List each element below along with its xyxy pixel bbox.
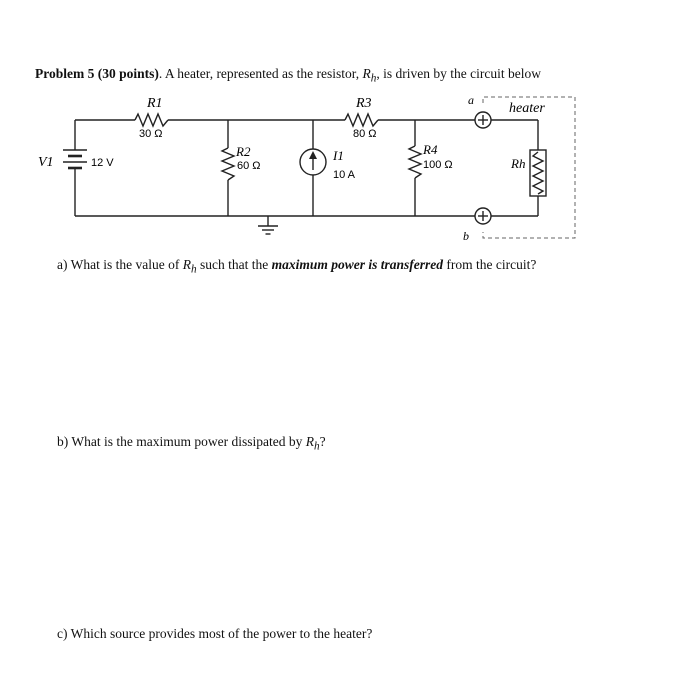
i1-name: I1 <box>333 148 344 163</box>
question-a-rh-sub: h <box>190 263 197 276</box>
heater-label: heater <box>509 101 545 116</box>
r3-value: 80 Ω <box>353 128 377 140</box>
r1-name: R1 <box>147 96 163 111</box>
question-a-rh-symbol: R <box>182 257 191 272</box>
r2-value: 60 Ω <box>237 160 261 172</box>
heater-enclosure <box>483 97 575 238</box>
question-a <box>57 257 536 276</box>
r3-name: R3 <box>356 96 372 111</box>
question-b-rh-sub: h <box>313 440 320 453</box>
question-b-rh-symbol: R <box>305 434 314 449</box>
r4-value: 100 Ω <box>423 159 453 171</box>
node-a-label: a <box>468 93 474 107</box>
r2-name: R2 <box>236 144 251 159</box>
question-a-suffix: from the circuit? <box>442 257 537 272</box>
question-b-suffix: ? <box>319 434 326 449</box>
r2-resistor <box>222 148 234 180</box>
rh-resistor-zigzag <box>533 152 543 194</box>
v1-value: 12 V <box>91 157 114 169</box>
rh-symbol: R <box>362 66 371 81</box>
r4-name: R4 <box>423 142 438 157</box>
problem-title: Problem 5 (30 points) <box>35 66 159 81</box>
i1-value: 10 A <box>333 169 356 181</box>
question-b <box>57 434 326 453</box>
v1-name: V1 <box>38 155 54 170</box>
problem-intro-end: , is driven by the circuit below <box>376 66 541 81</box>
question-a-middle: such that the <box>196 257 272 272</box>
rh-subscript: h <box>370 72 377 85</box>
r1-resistor <box>135 114 168 126</box>
r3-resistor <box>345 114 378 126</box>
problem-intro-start: . A heater, represented as the resistor, <box>158 66 363 81</box>
question-b-prefix: b) What is the maximum power dissipated by <box>57 434 306 449</box>
r4-resistor <box>409 146 421 178</box>
r1-value: 30 Ω <box>139 128 163 140</box>
battery-v1 <box>63 150 87 174</box>
node-b-label: b <box>463 229 469 243</box>
rh-name: Rh <box>511 156 526 171</box>
question-a-emphasis: maximum power is transferred <box>271 257 443 272</box>
question-c-text: c) Which source provides most of the power to the heater? <box>57 626 373 641</box>
question-c <box>57 626 372 642</box>
question-a-prefix: a) What is the value of <box>57 257 183 272</box>
current-arrow-head <box>309 151 317 159</box>
